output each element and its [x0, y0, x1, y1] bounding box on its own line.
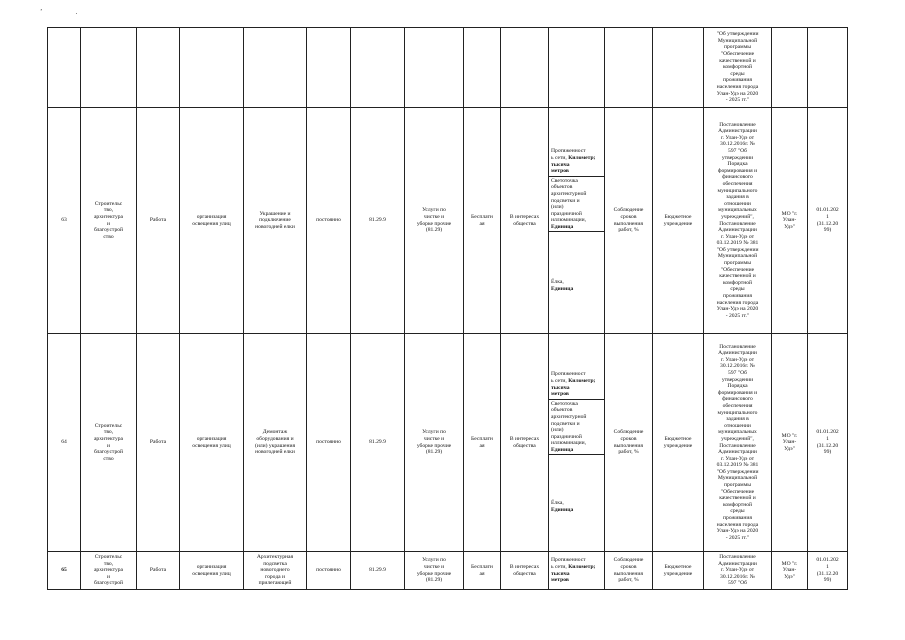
- quality-cell: Соблюдение сроков выполнения работ, %: [605, 552, 653, 590]
- periodicity-cell: постоянно: [307, 552, 351, 590]
- indicator-1-name: Протяженност ь сети,: [551, 557, 586, 570]
- dates-cell: 01.01.202 1 (31.12.20 99): [808, 334, 848, 552]
- consumers-cell: В интересах общества: [501, 334, 549, 552]
- type-cell: Работа: [137, 108, 180, 334]
- table-row-65: [48, 552, 848, 590]
- indicator-2-unit: Единица: [551, 223, 574, 230]
- table-row-fragment: [48, 28, 848, 108]
- indicator-2-unit: Единица: [551, 446, 574, 453]
- work-cell: Демонтаж оборудования и (или) украшения новогодней елки: [244, 334, 307, 552]
- pay-cell: Бесплатн ая: [464, 108, 501, 334]
- indicator-3-unit: Единица: [551, 286, 574, 293]
- dates-cell: 01.01.202 1 (31.12.20 99): [808, 108, 848, 334]
- indicators-cell: [549, 334, 605, 552]
- pay-cell: Бесплатн ая: [464, 334, 501, 552]
- indicator-3-unit: Единица: [551, 507, 574, 514]
- indicator-3-name: Ёлка,: [551, 500, 564, 507]
- doc-cell: Постановление Администрации г. Улан-Удэ от 30.12.2016г. № 597 "Об утверждении Порядка формирования и финансового обеспечения муниципального задания в отношении муниципальных учреждений", Постановление Администрации г. Улан-Удэ от 03.12.2019 № 381 "Об утверждении Муниципальной программы "Обеспечение качественной и комфортной среды проживания населения города Улан-Удэ на 2020 - 2025 гг.": [704, 334, 772, 552]
- pay-cell: Бесплатн ая: [464, 552, 501, 590]
- mo-cell: МО "г. Улан- Удэ": [772, 552, 808, 590]
- indicators-cell: [549, 552, 605, 590]
- table-row-64: [48, 334, 848, 552]
- registry-table: [47, 27, 848, 590]
- dates-cell: 01.01.202 1 (31.12.20 99): [808, 552, 848, 590]
- content-cell: организация освещения улиц: [180, 108, 244, 334]
- indicators-cell: [549, 108, 605, 334]
- sector-cell: Строительс тво, архитектура и благоустрой: [81, 552, 137, 590]
- table-row-63: [48, 108, 848, 334]
- indicator-1-unit: Километр; тысяча метров: [551, 154, 596, 175]
- indicator-2-name: Светоточка объектов архитектурной подсветки и (или) праздничной иллюминации,: [551, 400, 587, 447]
- content-cell: организация освещения улиц: [180, 552, 244, 590]
- periodicity-cell: постоянно: [307, 108, 351, 334]
- work-cell: Украшение и подключение новогодней елки: [244, 108, 307, 334]
- work-cell: Архитектурная подсветка новогоднего города и прилегающей: [244, 552, 307, 590]
- institution-cell: Бюджетное учреждение: [653, 552, 704, 590]
- okved-cell: 81.29.9: [351, 108, 405, 334]
- indicator-1-unit: Километр; тысяча метров: [551, 563, 596, 584]
- okved-cell: 81.29.9: [351, 334, 405, 552]
- indicator-1-name: Протяженност ь сети,: [551, 148, 586, 161]
- consumers-cell: В интересах общества: [501, 552, 549, 590]
- quality-cell: Соблюдение сроков выполнения работ, %: [605, 108, 653, 334]
- periodicity-cell: постоянно: [307, 334, 351, 552]
- type-cell: Работа: [137, 334, 180, 552]
- institution-cell: Бюджетное учреждение: [653, 108, 704, 334]
- okved-cell: 81.29.9: [351, 552, 405, 590]
- consumers-cell: В интересах общества: [501, 108, 549, 334]
- row-number: 63: [48, 108, 81, 334]
- mo-cell: МО "г. Улан- Удэ": [772, 334, 808, 552]
- content-cell: организация освещения улиц: [180, 334, 244, 552]
- sector-cell: Строительс тво, архитектура и благоустрой ство: [81, 334, 137, 552]
- indicator-2-name: Светоточка объектов архитектурной подсветки и (или) праздничной иллюминации,: [551, 177, 587, 224]
- row-number: 64: [48, 334, 81, 552]
- fragment-doc-text: "Об утверждении Муниципальной программы "Обеспечение качественной и комфортной среды проживания населения города Улан-Удэ на 2020 - 2025 гг.": [716, 31, 759, 104]
- doc-cell: Постановление Администрации г. Улан-Удэ от 30.12.2016г. № 597 "Об утверждении Порядка формирования и финансового обеспечения муниципального задания в отношении муниципальных учреждений", Постановление Администрации г. Улан-Удэ от 03.12.2019 № 381 "Об утверждении Муниципальной программы "Обеспечение качественной и комфортной среды проживания населения города Улан-Удэ на 2020 - 2025 гг.": [704, 108, 772, 334]
- okved-name-cell: Услуги по чистке и уборке прочие (81.29): [405, 552, 464, 590]
- row-number: 65: [48, 552, 81, 590]
- okved-name-cell: Услуги по чистке и уборке прочие (81.29): [405, 334, 464, 552]
- indicator-1-unit: Километр; тысяча метров: [551, 377, 596, 398]
- okved-name-cell: Услуги по чистке и уборке прочие (81.29): [405, 108, 464, 334]
- mo-cell: МО "г. Улан- Удэ": [772, 108, 808, 334]
- indicator-1-name: Протяженност ь сети,: [551, 371, 586, 384]
- indicator-3-name: Ёлка,: [551, 279, 564, 286]
- fragment-doc-cell: [704, 28, 772, 108]
- institution-cell: Бюджетное учреждение: [653, 334, 704, 552]
- sector-cell: Строительс тво, архитектура и благоустрой ство: [81, 108, 137, 334]
- doc-cell: Постановление Администрации г. Улан-Удэ от 30.12.2016г. № 597 "Об: [704, 552, 772, 590]
- scan-specks: ’ .: [40, 8, 94, 16]
- quality-cell: Соблюдение сроков выполнения работ, %: [605, 334, 653, 552]
- type-cell: Работа: [137, 552, 180, 590]
